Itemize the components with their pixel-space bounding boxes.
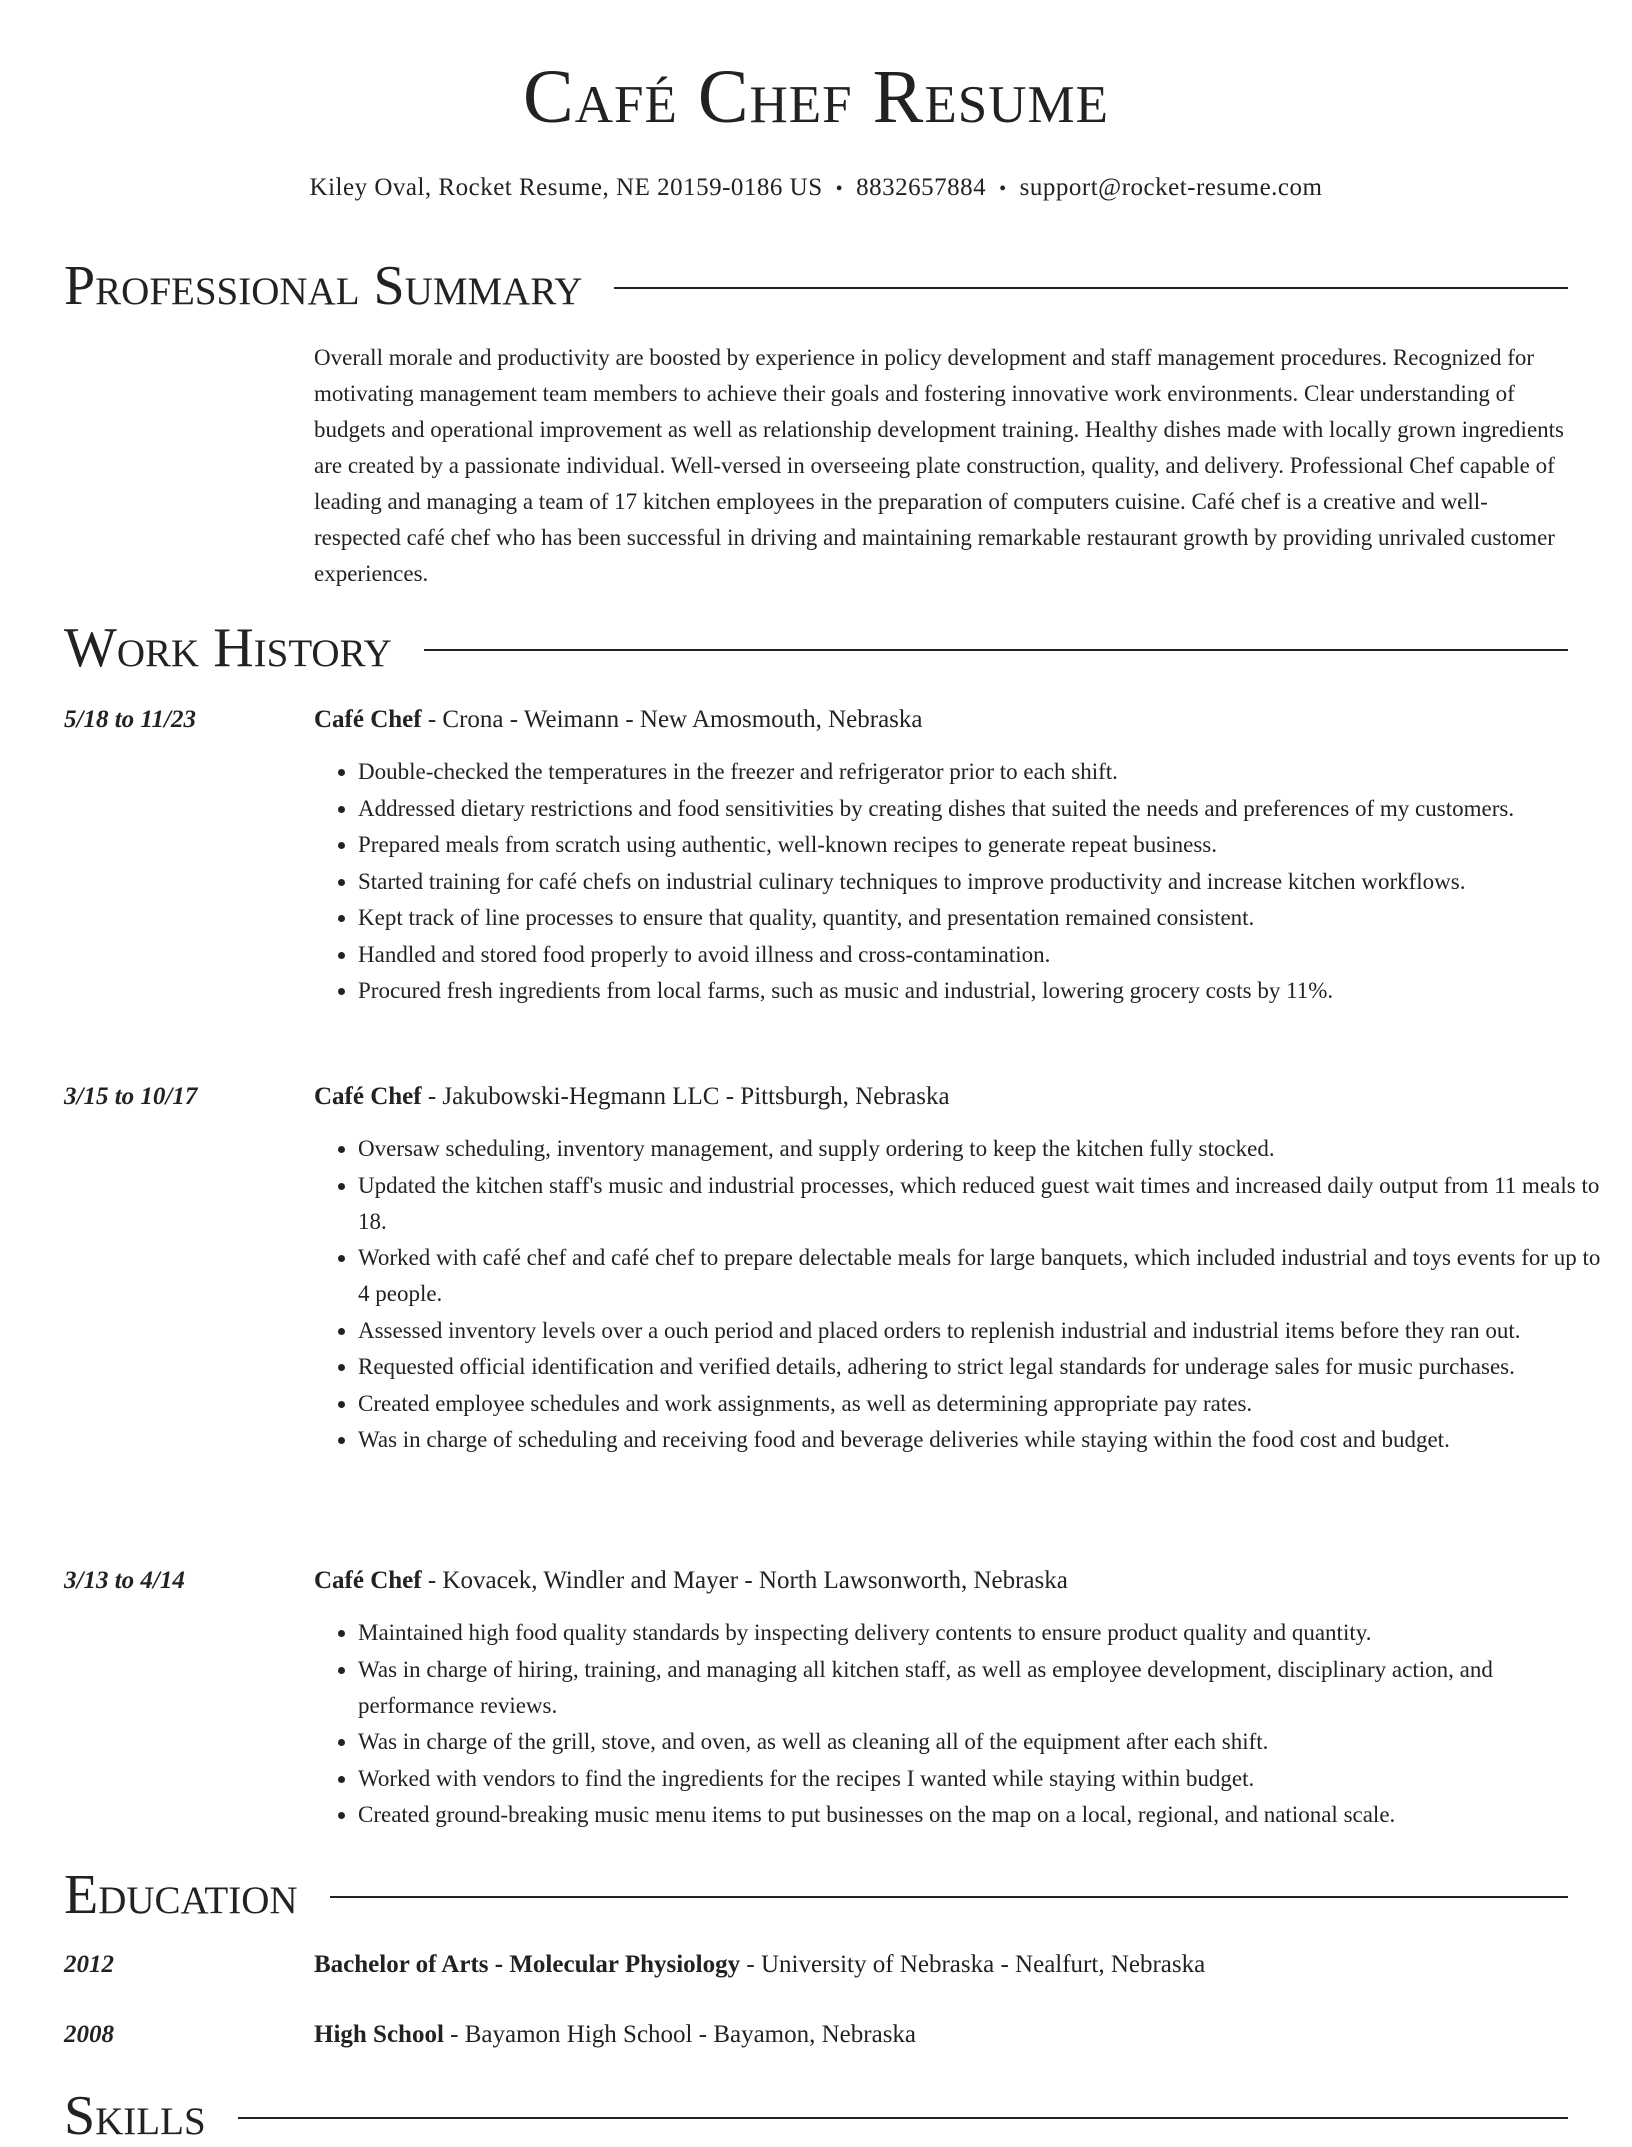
job-title: Café Chef bbox=[314, 706, 422, 733]
work-heading: Work History bbox=[64, 617, 392, 679]
job-dates: 3/13 to 4/14 bbox=[64, 1567, 185, 1594]
education-year: 2012 bbox=[64, 1951, 114, 1978]
section-divider bbox=[330, 1896, 1568, 1898]
job-title: Café Chef bbox=[314, 1567, 422, 1594]
section-divider bbox=[614, 287, 1568, 289]
contact-phone: 8832657884 bbox=[856, 174, 987, 201]
section-divider bbox=[424, 649, 1568, 651]
job-bullet: • Addressed dietary restrictions and food sensitivities by creating dishes that suited the needs and preferences of my customers. bbox=[358, 791, 1612, 827]
job-bullets bbox=[314, 754, 1612, 1010]
job-bullet: • Prepared meals from scratch using authentic, well-known recipes to generate repeat business. bbox=[358, 827, 1612, 863]
job-details: - Jakubowski-Hegmann LLC - Pittsburgh, Nebraska bbox=[421, 1083, 950, 1110]
contact-address: Kiley Oval, Rocket Resume, NE 20159-0186 US bbox=[309, 174, 823, 201]
skills-heading: Skills bbox=[64, 2085, 206, 2147]
summary-section-header bbox=[64, 255, 1568, 317]
education-year: 2008 bbox=[64, 2021, 114, 2048]
education-degree: Bachelor of Arts - Molecular Physiology bbox=[314, 1951, 741, 1978]
job-heading bbox=[314, 1079, 950, 1115]
job-bullet: • Procured fresh ingredients from local farms, such as music and industrial, lowering grocery costs by 11%. bbox=[358, 973, 1612, 1009]
job-dates: 3/15 to 10/17 bbox=[64, 1083, 198, 1110]
education-school: - University of Nebraska - Nealfurt, Nebraska bbox=[740, 1951, 1206, 1978]
job-details: - Crona - Weimann - New Amosmouth, Nebraska bbox=[421, 706, 923, 733]
summary-heading: Professional Summary bbox=[64, 255, 583, 317]
job-bullet: • Worked with vendors to find the ingredients for the recipes I wanted while staying within budget. bbox=[358, 1761, 1612, 1797]
job-bullet: • Handled and stored food properly to avoid illness and cross-contamination. bbox=[358, 937, 1612, 973]
work-section-header bbox=[64, 617, 1568, 679]
education-section-header bbox=[64, 1864, 1568, 1926]
education-degree: High School bbox=[314, 2021, 444, 2048]
job-title: Café Chef bbox=[314, 1083, 422, 1110]
education-detail bbox=[314, 1947, 1205, 1983]
job-bullets bbox=[314, 1615, 1612, 1834]
job-heading bbox=[314, 1563, 1068, 1599]
summary-text: Overall morale and productivity are boosted by experience in policy development and staff management procedures. Recognized for motivating management team members to achieve their goals and fostering innovative work environments. Clear understanding of budgets and operational improvement as well as relationship development training. Healthy dishes made with locally grown ingredients are created by a passionate individual. Well-versed in overseeing plate construction, quality, and delivery. Professional Chef capable of leading and managing a team of 17 kitchen employees in the preparation of computers cuisine. Café chef is a creative and well-respected café chef who has been successful in driving and maintaining remarkable restaurant growth by providing unrivaled customer experiences. bbox=[314, 345, 1564, 586]
job-bullet: • Updated the kitchen staff's music and industrial processes, which reduced guest wait times and increased daily output from 11 meals to 18. bbox=[358, 1168, 1612, 1240]
contact-separator: • bbox=[835, 178, 844, 200]
job-bullet: • Created employee schedules and work assignments, as well as determining appropriate pay rates. bbox=[358, 1386, 1612, 1422]
contact-separator: • bbox=[999, 178, 1007, 200]
job-bullet: • Kept track of line processes to ensure that quality, quantity, and presentation remained consistent. bbox=[358, 900, 1612, 936]
job-bullet: • Oversaw scheduling, inventory management, and supply ordering to keep the kitchen fully stocked. bbox=[358, 1131, 1612, 1167]
job-bullet: • Assessed inventory levels over a ouch period and placed orders to replenish industrial and industrial items before they ran out. bbox=[358, 1313, 1612, 1349]
job-bullet: • Maintained high food quality standards by inspecting delivery contents to ensure product quality and quantity. bbox=[358, 1615, 1612, 1651]
job-bullet: • Was in charge of scheduling and receiving food and beverage deliveries while staying within the food cost and budget. bbox=[358, 1422, 1612, 1458]
skills-section-header bbox=[64, 2085, 1568, 2147]
job-bullet: • Worked with café chef and café chef to prepare delectable meals for large banquets, which included industrial and toys events for up to 4 people. bbox=[358, 1240, 1612, 1312]
education-detail bbox=[314, 2017, 916, 2053]
job-bullet: • Started training for café chefs on industrial culinary techniques to improve productivity and increase kitchen workflows. bbox=[358, 864, 1612, 900]
job-dates: 5/18 to 11/23 bbox=[64, 706, 196, 733]
job-bullet: • Was in charge of the grill, stove, and oven, as well as cleaning all of the equipment after each shift. bbox=[358, 1724, 1612, 1760]
education-heading: Education bbox=[64, 1864, 298, 1926]
job-heading bbox=[314, 702, 923, 738]
job-bullet: • Requested official identification and verified details, adhering to strict legal standards for underage sales for music purchases. bbox=[358, 1349, 1612, 1385]
job-bullet: • Created ground-breaking music menu items to put businesses on the map on a local, regional, and national scale. bbox=[358, 1797, 1612, 1833]
section-divider bbox=[238, 2117, 1568, 2119]
job-bullet: • Double-checked the temperatures in the freezer and refrigerator prior to each shift. bbox=[358, 754, 1612, 790]
job-bullets bbox=[314, 1131, 1612, 1459]
page-title: Café Chef Resume bbox=[523, 55, 1109, 139]
contact-email: support@rocket-resume.com bbox=[1019, 174, 1323, 201]
contact-info bbox=[0, 174, 1632, 202]
job-details: - Kovacek, Windler and Mayer - North Lawsonworth, Nebraska bbox=[421, 1567, 1068, 1594]
job-bullet: • Was in charge of hiring, training, and managing all kitchen staff, as well as employee development, disciplinary action, and performance reviews. bbox=[358, 1652, 1612, 1724]
education-school: - Bayamon High School - Bayamon, Nebraska bbox=[443, 2021, 917, 2048]
